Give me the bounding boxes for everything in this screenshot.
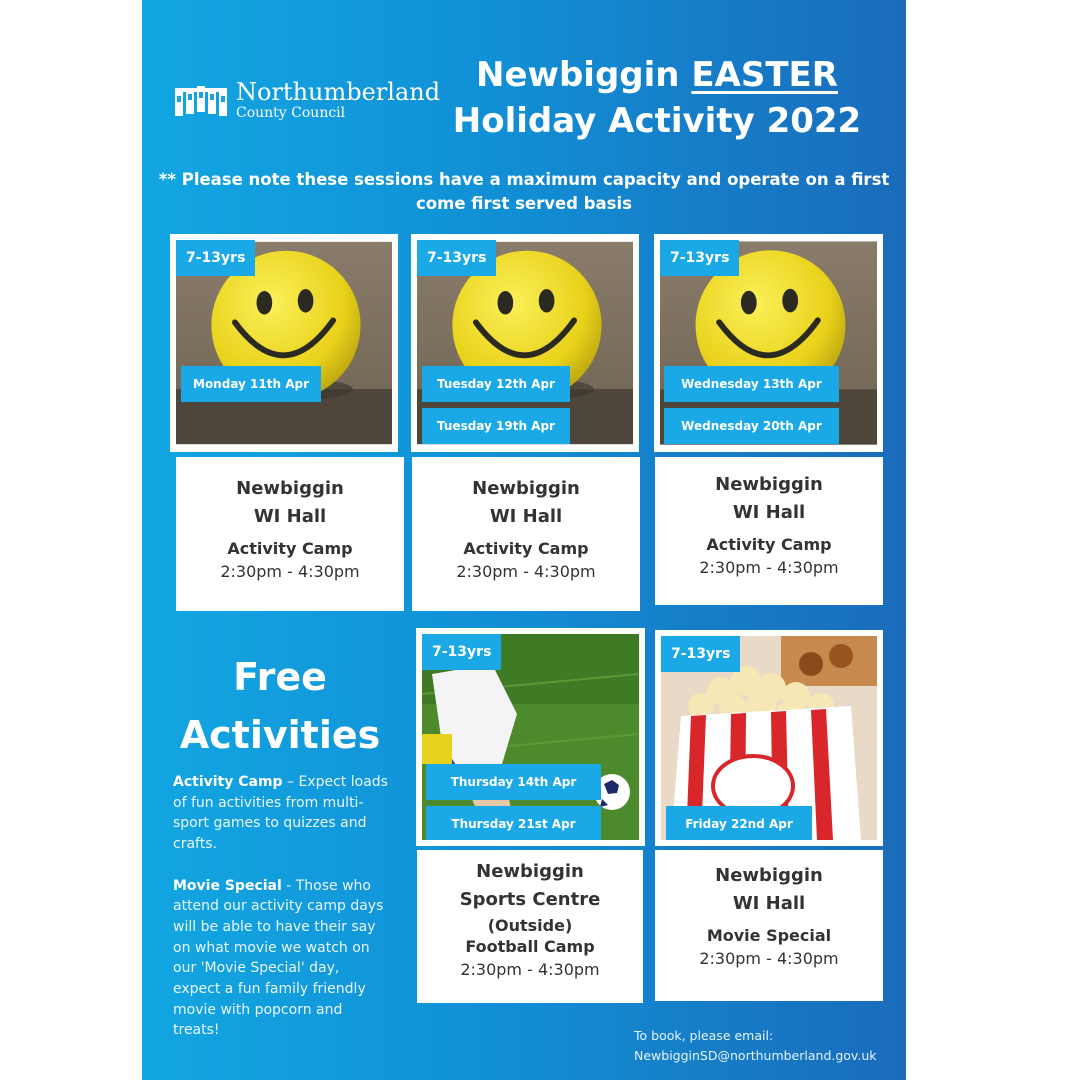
logo-name: Northumberland (236, 78, 441, 106)
venue-line3: (Outside) (487, 916, 573, 935)
venue-line2: WI Hall (732, 502, 806, 523)
session-time: 2:30pm - 4:30pm (699, 949, 839, 968)
free-activities-heading (170, 648, 390, 764)
venue-line1: Newbiggin (236, 478, 344, 499)
session-time: 2:30pm - 4:30pm (220, 562, 360, 581)
activity-name: Activity Camp (463, 539, 589, 558)
age-badge: 7-13yrs (422, 634, 501, 670)
age-badge: 7-13yrs (176, 240, 255, 276)
venue-line2: WI Hall (732, 893, 806, 914)
free-line2: Activities (179, 713, 381, 757)
council-logo (174, 80, 440, 120)
session-image-tuesday (411, 234, 639, 452)
session-time: 2:30pm - 4:30pm (456, 562, 596, 581)
session-image-wednesday (654, 234, 883, 452)
description-title: Activity Camp (173, 774, 283, 790)
session-card-friday (655, 850, 883, 1001)
description-text: - Those who attend our activity camp days will be able to have their say on what movie we watch on our 'Movie Special' day, expect a fun family friendly movie with popcorn and treats! (173, 877, 384, 1039)
booking-contact (634, 1026, 877, 1066)
session-image-monday (170, 234, 398, 452)
session-card-monday (176, 457, 404, 611)
free-line1: Free (233, 655, 327, 699)
age-badge: 7-13yrs (661, 636, 740, 672)
session-card-thursday (417, 850, 643, 1003)
contact-label: To book, please email: (634, 1028, 774, 1043)
capacity-note: ** Please note these sessions have a maximum capacity and operate on a first come first served basis (158, 170, 890, 213)
activity-camp-description (173, 772, 391, 855)
session-card-tuesday (412, 457, 640, 611)
session-time: 2:30pm - 4:30pm (699, 558, 839, 577)
activity-name: Activity Camp (227, 539, 353, 558)
venue-line1: Newbiggin (476, 861, 584, 882)
poster (142, 0, 906, 1080)
venue-line1: Newbiggin (715, 865, 823, 886)
age-badge: 7-13yrs (660, 240, 739, 276)
age-badge: 7-13yrs (417, 240, 496, 276)
venue-line1: Newbiggin (715, 474, 823, 495)
title-line2: Holiday Activity 2022 (452, 101, 862, 141)
date-badge: Friday 22nd Apr (666, 806, 812, 840)
session-image-thursday (416, 628, 645, 846)
date-badge: Tuesday 12th Apr (422, 366, 570, 402)
date-badge: Monday 11th Apr (181, 366, 321, 402)
activity-name: Movie Special (706, 926, 832, 945)
contact-email[interactable]: NewbigginSD@northumberland.gov.uk (634, 1048, 877, 1063)
activity-descriptions (173, 772, 391, 1062)
movie-special-description (173, 876, 391, 1042)
session-time: 2:30pm - 4:30pm (460, 960, 600, 979)
venue-line2: Sports Centre (459, 889, 601, 910)
activity-name: Activity Camp (706, 535, 832, 554)
session-card-wednesday (655, 457, 883, 605)
activity-name: Football Camp (465, 937, 595, 956)
title-part1: Newbiggin (476, 55, 680, 95)
date-badge: Tuesday 19th Apr (422, 408, 570, 444)
logo-subname: County Council (236, 105, 346, 121)
venue-line2: WI Hall (489, 506, 563, 527)
poster-title (442, 52, 872, 144)
session-image-friday (655, 630, 883, 846)
date-badge: Thursday 14th Apr (426, 764, 601, 800)
date-badge: Thursday 21st Apr (426, 806, 601, 840)
venue-line1: Newbiggin (472, 478, 580, 499)
description-text: – Expect loads of fun activities from multi-sport games to quizzes and crafts. (173, 774, 388, 853)
date-badge: Wednesday 13th Apr (664, 366, 839, 402)
date-badge: Wednesday 20th Apr (664, 408, 839, 444)
title-highlight: EASTER (691, 55, 838, 95)
description-title: Movie Special (173, 877, 282, 894)
castle-logo-icon (174, 82, 230, 118)
venue-line2: WI Hall (253, 506, 327, 527)
